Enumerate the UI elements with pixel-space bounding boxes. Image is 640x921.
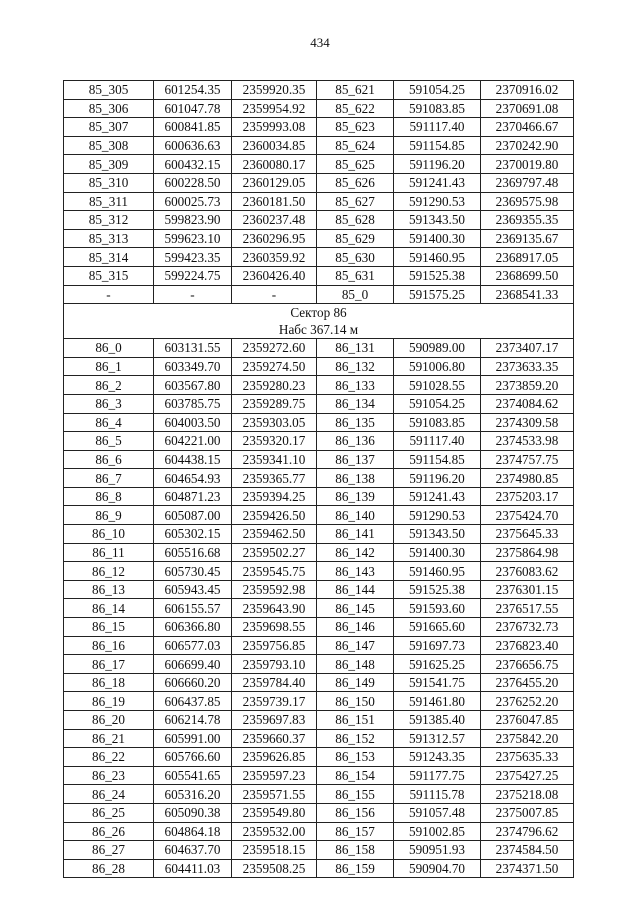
table-row — [64, 655, 574, 674]
y-coordinate-right-cell: 2370466.67 — [481, 118, 574, 137]
point-id-right-cell: 86_142 — [317, 543, 394, 562]
y-coordinate-right-cell: 2376083.62 — [481, 562, 574, 581]
table-row — [64, 285, 574, 304]
table-row — [64, 248, 574, 267]
point-id-cell: 86_4 — [64, 413, 154, 432]
point-id-cell: 86_26 — [64, 822, 154, 841]
point-id-right-cell: 86_138 — [317, 469, 394, 488]
y-coordinate-cell: 2359592.98 — [232, 580, 317, 599]
point-id-right-cell: 86_159 — [317, 859, 394, 878]
y-coordinate-cell: 2359274.50 — [232, 357, 317, 376]
y-coordinate-cell: 2359518.15 — [232, 841, 317, 860]
point-id-cell: 86_27 — [64, 841, 154, 860]
point-id-cell: 86_23 — [64, 766, 154, 785]
x-coordinate-right-cell: 591006.80 — [394, 357, 481, 376]
point-id-cell: 85_315 — [64, 266, 154, 285]
y-coordinate-right-cell: 2374584.50 — [481, 841, 574, 860]
y-coordinate-cell: 2360296.95 — [232, 229, 317, 248]
x-coordinate-right-cell: 591290.53 — [394, 506, 481, 525]
x-coordinate-cell: 605516.68 — [154, 543, 232, 562]
table-row — [64, 525, 574, 544]
x-coordinate-right-cell: 591154.85 — [394, 450, 481, 469]
x-coordinate-cell: 604654.93 — [154, 469, 232, 488]
y-coordinate-right-cell: 2376252.20 — [481, 692, 574, 711]
x-coordinate-right-cell: 591461.80 — [394, 692, 481, 711]
point-id-cell: 86_28 — [64, 859, 154, 878]
x-coordinate-right-cell: 591083.85 — [394, 99, 481, 118]
point-id-cell: 85_311 — [64, 192, 154, 211]
table-row — [64, 562, 574, 581]
x-coordinate-cell: 601254.35 — [154, 81, 232, 100]
table-row — [64, 487, 574, 506]
x-coordinate-cell: 603567.80 — [154, 376, 232, 395]
point-id-right-cell: 86_141 — [317, 525, 394, 544]
y-coordinate-cell: 2360426.40 — [232, 266, 317, 285]
table-row — [64, 748, 574, 767]
y-coordinate-cell: 2359320.17 — [232, 432, 317, 451]
x-coordinate-right-cell: 591057.48 — [394, 803, 481, 822]
point-id-right-cell: 86_157 — [317, 822, 394, 841]
point-id-cell: 86_15 — [64, 618, 154, 637]
table-row — [64, 822, 574, 841]
table-row — [64, 692, 574, 711]
point-id-cell: 85_306 — [64, 99, 154, 118]
x-coordinate-right-cell: 591625.25 — [394, 655, 481, 674]
point-id-right-cell: 85_0 — [317, 285, 394, 304]
x-coordinate-cell: 605730.45 — [154, 562, 232, 581]
point-id-right-cell: 85_623 — [317, 118, 394, 137]
y-coordinate-cell: 2359697.83 — [232, 711, 317, 730]
point-id-cell: 85_308 — [64, 136, 154, 155]
point-id-cell: 86_13 — [64, 580, 154, 599]
y-coordinate-right-cell: 2374980.85 — [481, 469, 574, 488]
y-coordinate-cell: 2359462.50 — [232, 525, 317, 544]
x-coordinate-cell: 606577.03 — [154, 636, 232, 655]
point-id-right-cell: 86_148 — [317, 655, 394, 674]
y-coordinate-cell: 2359394.25 — [232, 487, 317, 506]
y-coordinate-right-cell: 2375842.20 — [481, 729, 574, 748]
table-row — [64, 432, 574, 451]
y-coordinate-cell: 2359954.92 — [232, 99, 317, 118]
table-row — [64, 599, 574, 618]
point-id-cell: 86_20 — [64, 711, 154, 730]
table-row — [64, 543, 574, 562]
x-coordinate-right-cell: 591400.30 — [394, 229, 481, 248]
y-coordinate-cell: 2359660.37 — [232, 729, 317, 748]
y-coordinate-cell: 2359365.77 — [232, 469, 317, 488]
sector-title: Сектор 86 — [290, 305, 347, 321]
point-id-right-cell: 85_628 — [317, 211, 394, 230]
x-coordinate-cell: 603131.55 — [154, 339, 232, 358]
point-id-cell: 85_310 — [64, 173, 154, 192]
point-id-right-cell: 86_153 — [317, 748, 394, 767]
y-coordinate-right-cell: 2373633.35 — [481, 357, 574, 376]
sector-header-row — [64, 304, 574, 339]
point-id-right-cell: 85_629 — [317, 229, 394, 248]
y-coordinate-right-cell: 2375645.33 — [481, 525, 574, 544]
point-id-cell: 86_6 — [64, 450, 154, 469]
y-coordinate-cell: 2359993.08 — [232, 118, 317, 137]
y-coordinate-right-cell: 2370019.80 — [481, 155, 574, 174]
x-coordinate-right-cell: 591241.43 — [394, 173, 481, 192]
table-row — [64, 841, 574, 860]
y-coordinate-right-cell: 2375864.98 — [481, 543, 574, 562]
x-coordinate-right-cell: 591525.38 — [394, 266, 481, 285]
x-coordinate-right-cell: 591196.20 — [394, 155, 481, 174]
x-coordinate-cell: 601047.78 — [154, 99, 232, 118]
point-id-right-cell: 86_131 — [317, 339, 394, 358]
y-coordinate-cell: 2359571.55 — [232, 785, 317, 804]
table-row — [64, 469, 574, 488]
x-coordinate-cell: 606437.85 — [154, 692, 232, 711]
point-id-cell: 86_8 — [64, 487, 154, 506]
y-coordinate-cell: 2360129.05 — [232, 173, 317, 192]
point-id-cell: 86_1 — [64, 357, 154, 376]
point-id-right-cell: 86_158 — [317, 841, 394, 860]
table-row — [64, 618, 574, 637]
point-id-right-cell: 86_145 — [317, 599, 394, 618]
y-coordinate-right-cell: 2376732.73 — [481, 618, 574, 637]
y-coordinate-cell: 2359784.40 — [232, 673, 317, 692]
table-row — [64, 785, 574, 804]
table-row — [64, 118, 574, 137]
x-coordinate-right-cell: 591117.40 — [394, 118, 481, 137]
point-id-cell: 85_307 — [64, 118, 154, 137]
y-coordinate-right-cell: 2370691.08 — [481, 99, 574, 118]
table-row — [64, 711, 574, 730]
x-coordinate-right-cell: 591002.85 — [394, 822, 481, 841]
point-id-right-cell: 85_627 — [317, 192, 394, 211]
point-id-cell: 86_12 — [64, 562, 154, 581]
x-coordinate-right-cell: 591054.25 — [394, 394, 481, 413]
y-coordinate-right-cell: 2374309.58 — [481, 413, 574, 432]
x-coordinate-right-cell: 591343.50 — [394, 211, 481, 230]
x-coordinate-cell: 605090.38 — [154, 803, 232, 822]
point-id-cell: 86_3 — [64, 394, 154, 413]
y-coordinate-right-cell: 2369797.48 — [481, 173, 574, 192]
x-coordinate-cell: 605766.60 — [154, 748, 232, 767]
y-coordinate-cell: 2359280.23 — [232, 376, 317, 395]
table-row — [64, 803, 574, 822]
y-coordinate-cell: 2359549.80 — [232, 803, 317, 822]
point-id-cell: 86_7 — [64, 469, 154, 488]
table-row — [64, 357, 574, 376]
x-coordinate-cell: 605991.00 — [154, 729, 232, 748]
x-coordinate-cell: 599823.90 — [154, 211, 232, 230]
point-id-cell: 85_305 — [64, 81, 154, 100]
table-row — [64, 636, 574, 655]
x-coordinate-cell: 604871.23 — [154, 487, 232, 506]
point-id-cell: 86_11 — [64, 543, 154, 562]
x-coordinate-cell: 605316.20 — [154, 785, 232, 804]
point-id-right-cell: 86_155 — [317, 785, 394, 804]
y-coordinate-right-cell: 2374533.98 — [481, 432, 574, 451]
y-coordinate-cell: 2359341.10 — [232, 450, 317, 469]
y-coordinate-right-cell: 2374757.75 — [481, 450, 574, 469]
x-coordinate-cell: 606366.80 — [154, 618, 232, 637]
y-coordinate-right-cell: 2368917.05 — [481, 248, 574, 267]
point-id-cell: 86_25 — [64, 803, 154, 822]
y-coordinate-cell: 2359698.55 — [232, 618, 317, 637]
table-row — [64, 729, 574, 748]
x-coordinate-cell: 606699.40 — [154, 655, 232, 674]
y-coordinate-right-cell: 2375007.85 — [481, 803, 574, 822]
x-coordinate-right-cell: 591665.60 — [394, 618, 481, 637]
table-row — [64, 266, 574, 285]
y-coordinate-cell: 2360359.92 — [232, 248, 317, 267]
x-coordinate-cell: 599623.10 — [154, 229, 232, 248]
sector-subtitle: Набс 367.14 м — [278, 322, 359, 338]
y-coordinate-right-cell: 2375635.33 — [481, 748, 574, 767]
y-coordinate-cell: 2360034.85 — [232, 136, 317, 155]
point-id-right-cell: 86_143 — [317, 562, 394, 581]
table-row — [64, 81, 574, 100]
y-coordinate-right-cell: 2373859.20 — [481, 376, 574, 395]
x-coordinate-right-cell: 591697.73 — [394, 636, 481, 655]
table-row — [64, 192, 574, 211]
x-coordinate-cell: 600228.50 — [154, 173, 232, 192]
x-coordinate-right-cell: 591083.85 — [394, 413, 481, 432]
x-coordinate-cell: 603349.70 — [154, 357, 232, 376]
y-coordinate-cell: 2359545.75 — [232, 562, 317, 581]
y-coordinate-right-cell: 2369135.67 — [481, 229, 574, 248]
x-coordinate-right-cell: 591290.53 — [394, 192, 481, 211]
point-id-right-cell: 86_136 — [317, 432, 394, 451]
point-id-cell: 86_16 — [64, 636, 154, 655]
y-coordinate-right-cell: 2374371.50 — [481, 859, 574, 878]
y-coordinate-right-cell: 2375424.70 — [481, 506, 574, 525]
x-coordinate-right-cell: 591312.57 — [394, 729, 481, 748]
y-coordinate-right-cell: 2376047.85 — [481, 711, 574, 730]
x-coordinate-cell: 600636.63 — [154, 136, 232, 155]
x-coordinate-right-cell: 591241.43 — [394, 487, 481, 506]
x-coordinate-cell: 606155.57 — [154, 599, 232, 618]
x-coordinate-right-cell: 591385.40 — [394, 711, 481, 730]
table-row — [64, 173, 574, 192]
y-coordinate-cell: 2360181.50 — [232, 192, 317, 211]
y-coordinate-cell: 2359920.35 — [232, 81, 317, 100]
x-coordinate-cell: 604438.15 — [154, 450, 232, 469]
point-id-cell: 85_309 — [64, 155, 154, 174]
point-id-right-cell: 86_151 — [317, 711, 394, 730]
x-coordinate-cell: 604411.03 — [154, 859, 232, 878]
point-id-cell: 85_314 — [64, 248, 154, 267]
x-coordinate-right-cell: 591525.38 — [394, 580, 481, 599]
y-coordinate-cell: 2360237.48 — [232, 211, 317, 230]
point-id-cell: 86_17 — [64, 655, 154, 674]
x-coordinate-right-cell: 591196.20 — [394, 469, 481, 488]
table-row — [64, 394, 574, 413]
x-coordinate-cell: 605087.00 — [154, 506, 232, 525]
sector-86-rows — [64, 339, 574, 878]
table-row — [64, 136, 574, 155]
point-id-right-cell: 86_146 — [317, 618, 394, 637]
table-row — [64, 580, 574, 599]
x-coordinate-cell: 600841.85 — [154, 118, 232, 137]
y-coordinate-right-cell: 2370916.02 — [481, 81, 574, 100]
y-coordinate-cell: 2359303.05 — [232, 413, 317, 432]
coordinates-table — [63, 80, 574, 878]
x-coordinate-cell: 604003.50 — [154, 413, 232, 432]
y-coordinate-right-cell: 2376656.75 — [481, 655, 574, 674]
x-coordinate-cell: 603785.75 — [154, 394, 232, 413]
x-coordinate-cell: 605302.15 — [154, 525, 232, 544]
y-coordinate-cell: 2359597.23 — [232, 766, 317, 785]
sector-86-header — [64, 304, 574, 339]
y-coordinate-cell: 2359532.00 — [232, 822, 317, 841]
point-id-cell: 86_19 — [64, 692, 154, 711]
point-id-cell: 85_313 — [64, 229, 154, 248]
table-row — [64, 859, 574, 878]
x-coordinate-cell: 606660.20 — [154, 673, 232, 692]
x-coordinate-right-cell: 590951.93 — [394, 841, 481, 860]
x-coordinate-right-cell: 591154.85 — [394, 136, 481, 155]
y-coordinate-right-cell: 2375427.25 — [481, 766, 574, 785]
x-coordinate-right-cell: 590904.70 — [394, 859, 481, 878]
y-coordinate-right-cell: 2374796.62 — [481, 822, 574, 841]
x-coordinate-right-cell: 591115.78 — [394, 785, 481, 804]
x-coordinate-cell: 600432.15 — [154, 155, 232, 174]
x-coordinate-cell: 600025.73 — [154, 192, 232, 211]
y-coordinate-cell: - — [232, 285, 317, 304]
x-coordinate-right-cell: 591343.50 — [394, 525, 481, 544]
point-id-cell: 86_9 — [64, 506, 154, 525]
table-row — [64, 376, 574, 395]
point-id-cell: 86_22 — [64, 748, 154, 767]
point-id-cell: - — [64, 285, 154, 304]
point-id-right-cell: 86_149 — [317, 673, 394, 692]
point-id-right-cell: 86_132 — [317, 357, 394, 376]
point-id-right-cell: 86_137 — [317, 450, 394, 469]
x-coordinate-right-cell: 591593.60 — [394, 599, 481, 618]
y-coordinate-cell: 2359756.85 — [232, 636, 317, 655]
point-id-right-cell: 86_133 — [317, 376, 394, 395]
y-coordinate-cell: 2359272.60 — [232, 339, 317, 358]
point-id-cell: 86_18 — [64, 673, 154, 692]
x-coordinate-cell: 605541.65 — [154, 766, 232, 785]
x-coordinate-right-cell: 591460.95 — [394, 562, 481, 581]
point-id-cell: 86_10 — [64, 525, 154, 544]
x-coordinate-right-cell: 591028.55 — [394, 376, 481, 395]
point-id-right-cell: 85_626 — [317, 173, 394, 192]
point-id-right-cell: 85_631 — [317, 266, 394, 285]
y-coordinate-right-cell: 2368699.50 — [481, 266, 574, 285]
x-coordinate-right-cell: 591177.75 — [394, 766, 481, 785]
y-coordinate-cell: 2359502.27 — [232, 543, 317, 562]
y-coordinate-right-cell: 2376517.55 — [481, 599, 574, 618]
point-id-cell: 86_14 — [64, 599, 154, 618]
table-row — [64, 450, 574, 469]
x-coordinate-cell: 604864.18 — [154, 822, 232, 841]
point-id-right-cell: 85_625 — [317, 155, 394, 174]
y-coordinate-right-cell: 2376301.15 — [481, 580, 574, 599]
y-coordinate-cell: 2359289.75 — [232, 394, 317, 413]
y-coordinate-right-cell: 2369355.35 — [481, 211, 574, 230]
point-id-right-cell: 86_135 — [317, 413, 394, 432]
point-id-cell: 86_21 — [64, 729, 154, 748]
sector-header-cell — [64, 304, 574, 339]
y-coordinate-right-cell: 2373407.17 — [481, 339, 574, 358]
x-coordinate-cell: 599423.35 — [154, 248, 232, 267]
y-coordinate-cell: 2359626.85 — [232, 748, 317, 767]
x-coordinate-right-cell: 591243.35 — [394, 748, 481, 767]
y-coordinate-right-cell: 2375203.17 — [481, 487, 574, 506]
point-id-cell: 86_5 — [64, 432, 154, 451]
x-coordinate-right-cell: 591575.25 — [394, 285, 481, 304]
x-coordinate-right-cell: 591460.95 — [394, 248, 481, 267]
y-coordinate-right-cell: 2368541.33 — [481, 285, 574, 304]
point-id-right-cell: 85_621 — [317, 81, 394, 100]
y-coordinate-cell: 2359643.90 — [232, 599, 317, 618]
x-coordinate-cell: - — [154, 285, 232, 304]
y-coordinate-cell: 2359739.17 — [232, 692, 317, 711]
x-coordinate-cell: 599224.75 — [154, 266, 232, 285]
y-coordinate-right-cell: 2375218.08 — [481, 785, 574, 804]
y-coordinate-right-cell: 2369575.98 — [481, 192, 574, 211]
y-coordinate-cell: 2359508.25 — [232, 859, 317, 878]
x-coordinate-right-cell: 590989.00 — [394, 339, 481, 358]
point-id-right-cell: 85_630 — [317, 248, 394, 267]
y-coordinate-right-cell: 2374084.62 — [481, 394, 574, 413]
point-id-right-cell: 86_156 — [317, 803, 394, 822]
y-coordinate-right-cell: 2376823.40 — [481, 636, 574, 655]
table-row — [64, 339, 574, 358]
x-coordinate-cell: 605943.45 — [154, 580, 232, 599]
y-coordinate-right-cell: 2376455.20 — [481, 673, 574, 692]
point-id-cell: 86_24 — [64, 785, 154, 804]
x-coordinate-right-cell: 591054.25 — [394, 81, 481, 100]
point-id-right-cell: 85_624 — [317, 136, 394, 155]
y-coordinate-cell: 2360080.17 — [232, 155, 317, 174]
sector-85-rows — [64, 81, 574, 304]
y-coordinate-cell: 2359793.10 — [232, 655, 317, 674]
table-row — [64, 99, 574, 118]
y-coordinate-cell: 2359426.50 — [232, 506, 317, 525]
page-number: 434 — [310, 35, 330, 50]
table-row — [64, 413, 574, 432]
point-id-right-cell: 86_147 — [317, 636, 394, 655]
x-coordinate-cell: 604221.00 — [154, 432, 232, 451]
point-id-right-cell: 86_139 — [317, 487, 394, 506]
point-id-right-cell: 86_154 — [317, 766, 394, 785]
table-row — [64, 211, 574, 230]
table-row — [64, 229, 574, 248]
x-coordinate-cell: 604637.70 — [154, 841, 232, 860]
table-row — [64, 673, 574, 692]
point-id-cell: 86_0 — [64, 339, 154, 358]
table-row — [64, 766, 574, 785]
point-id-right-cell: 86_140 — [317, 506, 394, 525]
point-id-cell: 86_2 — [64, 376, 154, 395]
table-row — [64, 155, 574, 174]
point-id-right-cell: 86_152 — [317, 729, 394, 748]
x-coordinate-right-cell: 591117.40 — [394, 432, 481, 451]
point-id-cell: 85_312 — [64, 211, 154, 230]
point-id-right-cell: 86_144 — [317, 580, 394, 599]
x-coordinate-right-cell: 591541.75 — [394, 673, 481, 692]
table-row — [64, 506, 574, 525]
x-coordinate-cell: 606214.78 — [154, 711, 232, 730]
point-id-right-cell: 86_134 — [317, 394, 394, 413]
x-coordinate-right-cell: 591400.30 — [394, 543, 481, 562]
point-id-right-cell: 86_150 — [317, 692, 394, 711]
y-coordinate-right-cell: 2370242.90 — [481, 136, 574, 155]
point-id-right-cell: 85_622 — [317, 99, 394, 118]
